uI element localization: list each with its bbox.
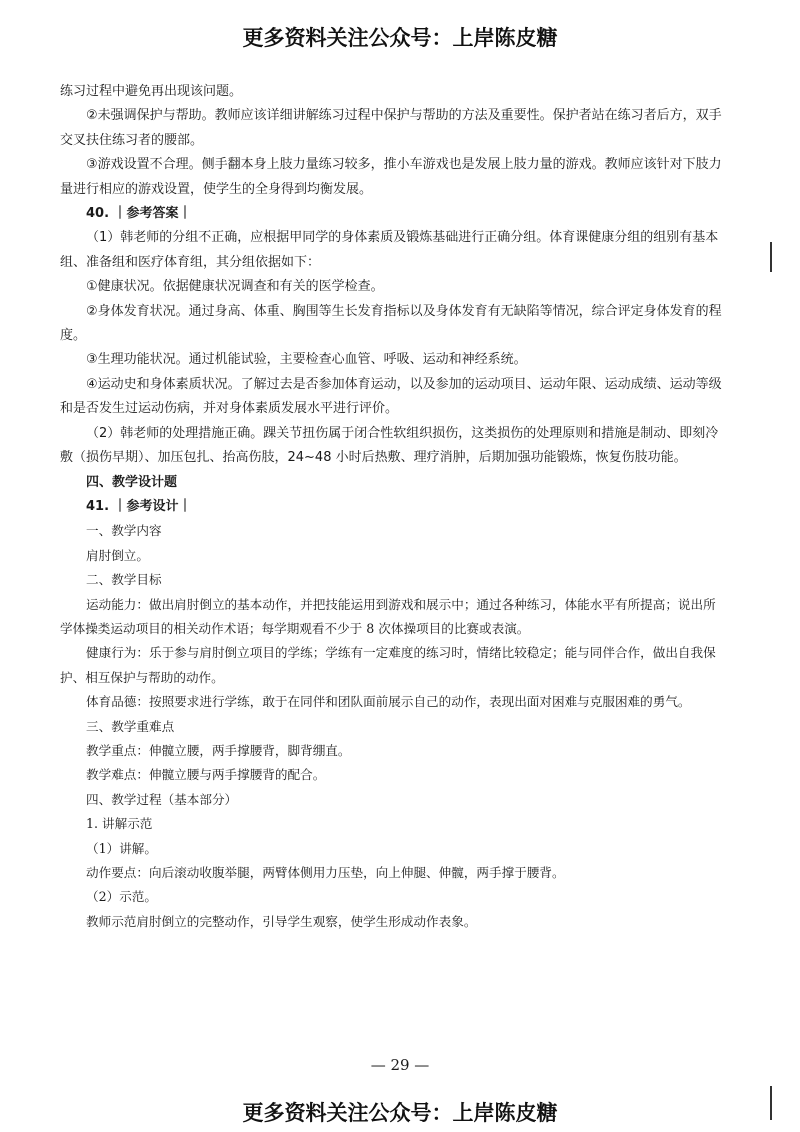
paragraph: ④运动史和身体素质状况。了解过去是否参加体育运动，以及参加的运动项目、运动年限、运动成绩、运动等级和是否发生过运动伤病，并对身体素质发展水平进行评价。: [60, 376, 722, 417]
answer-heading-41: 41. ｜参考设计｜: [86, 498, 192, 514]
answer-heading-40: 40. ｜参考答案｜: [86, 206, 192, 222]
paragraph: 1. 讲解示范: [86, 816, 153, 832]
header-banner: 更多资料关注公众号：上岸陈皮糖: [242, 26, 558, 50]
paragraph: 教学难点：伸髋立腰与两手撑腰背的配合。: [86, 767, 326, 783]
paragraph: ③生理功能状况。通过机能试验，主要检查心血管、呼吸、运动和神经系统。: [86, 352, 527, 368]
paragraph: （2）示范。: [86, 889, 157, 905]
subheading: 三、教学重难点: [86, 718, 175, 734]
paragraph: （2）韩老师的处理措施正确。踝关节扭伤属于闭合性软组织损伤，这类损伤的处理原则和措施是制动、即刻冷敷（损伤早期）、加压包扎、抬高伤肢，24~48 小时后热敷、理疗消肿，后期加强功能锻炼，恢复伤肢功能。: [60, 425, 719, 466]
paragraph: 肩肘倒立。: [86, 547, 149, 563]
footer-banner: 更多资料关注公众号：上岸陈皮糖: [242, 1101, 558, 1125]
paragraph: ②未强调保护与帮助。教师应该详细讲解练习过程中保护与帮助的方法及重要性。保护者站在练习者后方，双手交叉扶住练习者的腰部。: [60, 108, 722, 148]
paragraph: （1）讲解。: [86, 840, 157, 856]
section-heading: 四、教学设计题: [86, 474, 178, 490]
subheading: 二、教学目标: [86, 572, 162, 588]
paragraph: （1）韩老师的分组不正确，应根据甲同学的身体素质及锻炼基础进行正确分组。体育课健康分组的组别有基本组、准备组和医疗体育组，其分组依据如下：: [60, 230, 719, 270]
subheading: 四、教学过程（基本部分）: [86, 791, 238, 807]
paragraph: ①健康状况。依据健康状况调查和有关的医学检查。: [86, 279, 384, 295]
paragraph: ②身体发育状况。通过身高、体重、胸围等生长发育指标以及身体发育有无缺陷等情况，综合评定身体发育的程度。: [60, 303, 722, 344]
scan-artifact: [770, 242, 772, 272]
paragraph: ③游戏设置不合理。侧手翻本身上肢力量练习较多，推小车游戏也是发展上肢力量的游戏。教师应该针对下肢力量进行相应的游戏设置，使学生的全身得到均衡发展。: [60, 157, 722, 197]
page-number: — 29 —: [370, 1056, 430, 1074]
subheading: 一、教学内容: [86, 523, 162, 539]
paragraph: 健康行为：乐于参与肩肘倒立项目的学练；学练有一定难度的练习时，情绪比较稳定；能与同伴合作，做出自我保护、相互保护与帮助的动作。: [60, 645, 716, 685]
paragraph: 教师示范肩肘倒立的完整动作，引导学生观察，使学生形成动作表象。: [86, 913, 477, 929]
paragraph: 教学重点：伸髋立腰，两手撑腰背，脚背绷直。: [86, 742, 351, 758]
paragraph: 体育品德：按照要求进行学练，敢于在同伴和团队面前展示自己的动作，表现出面对困难与克服困难的勇气。: [86, 694, 691, 710]
page-content: [60, 80, 728, 934]
paragraph: 运动能力：做出肩肘倒立的基本动作，并把技能运用到游戏和展示中；通过各种练习，体能水平有所提高；说出所学体操类运动项目的相关动作术语；每学期观看不少于 8 次体操项目的比赛或表演。: [60, 596, 716, 636]
paragraph: 动作要点：向后滚动收腹举腿，两臂体侧用力压垫，向上伸腿、伸髋，两手撑于腰背。: [86, 865, 565, 880]
lesson-design: [60, 519, 728, 934]
paragraph: 练习过程中避免再出现该问题。: [60, 84, 243, 99]
